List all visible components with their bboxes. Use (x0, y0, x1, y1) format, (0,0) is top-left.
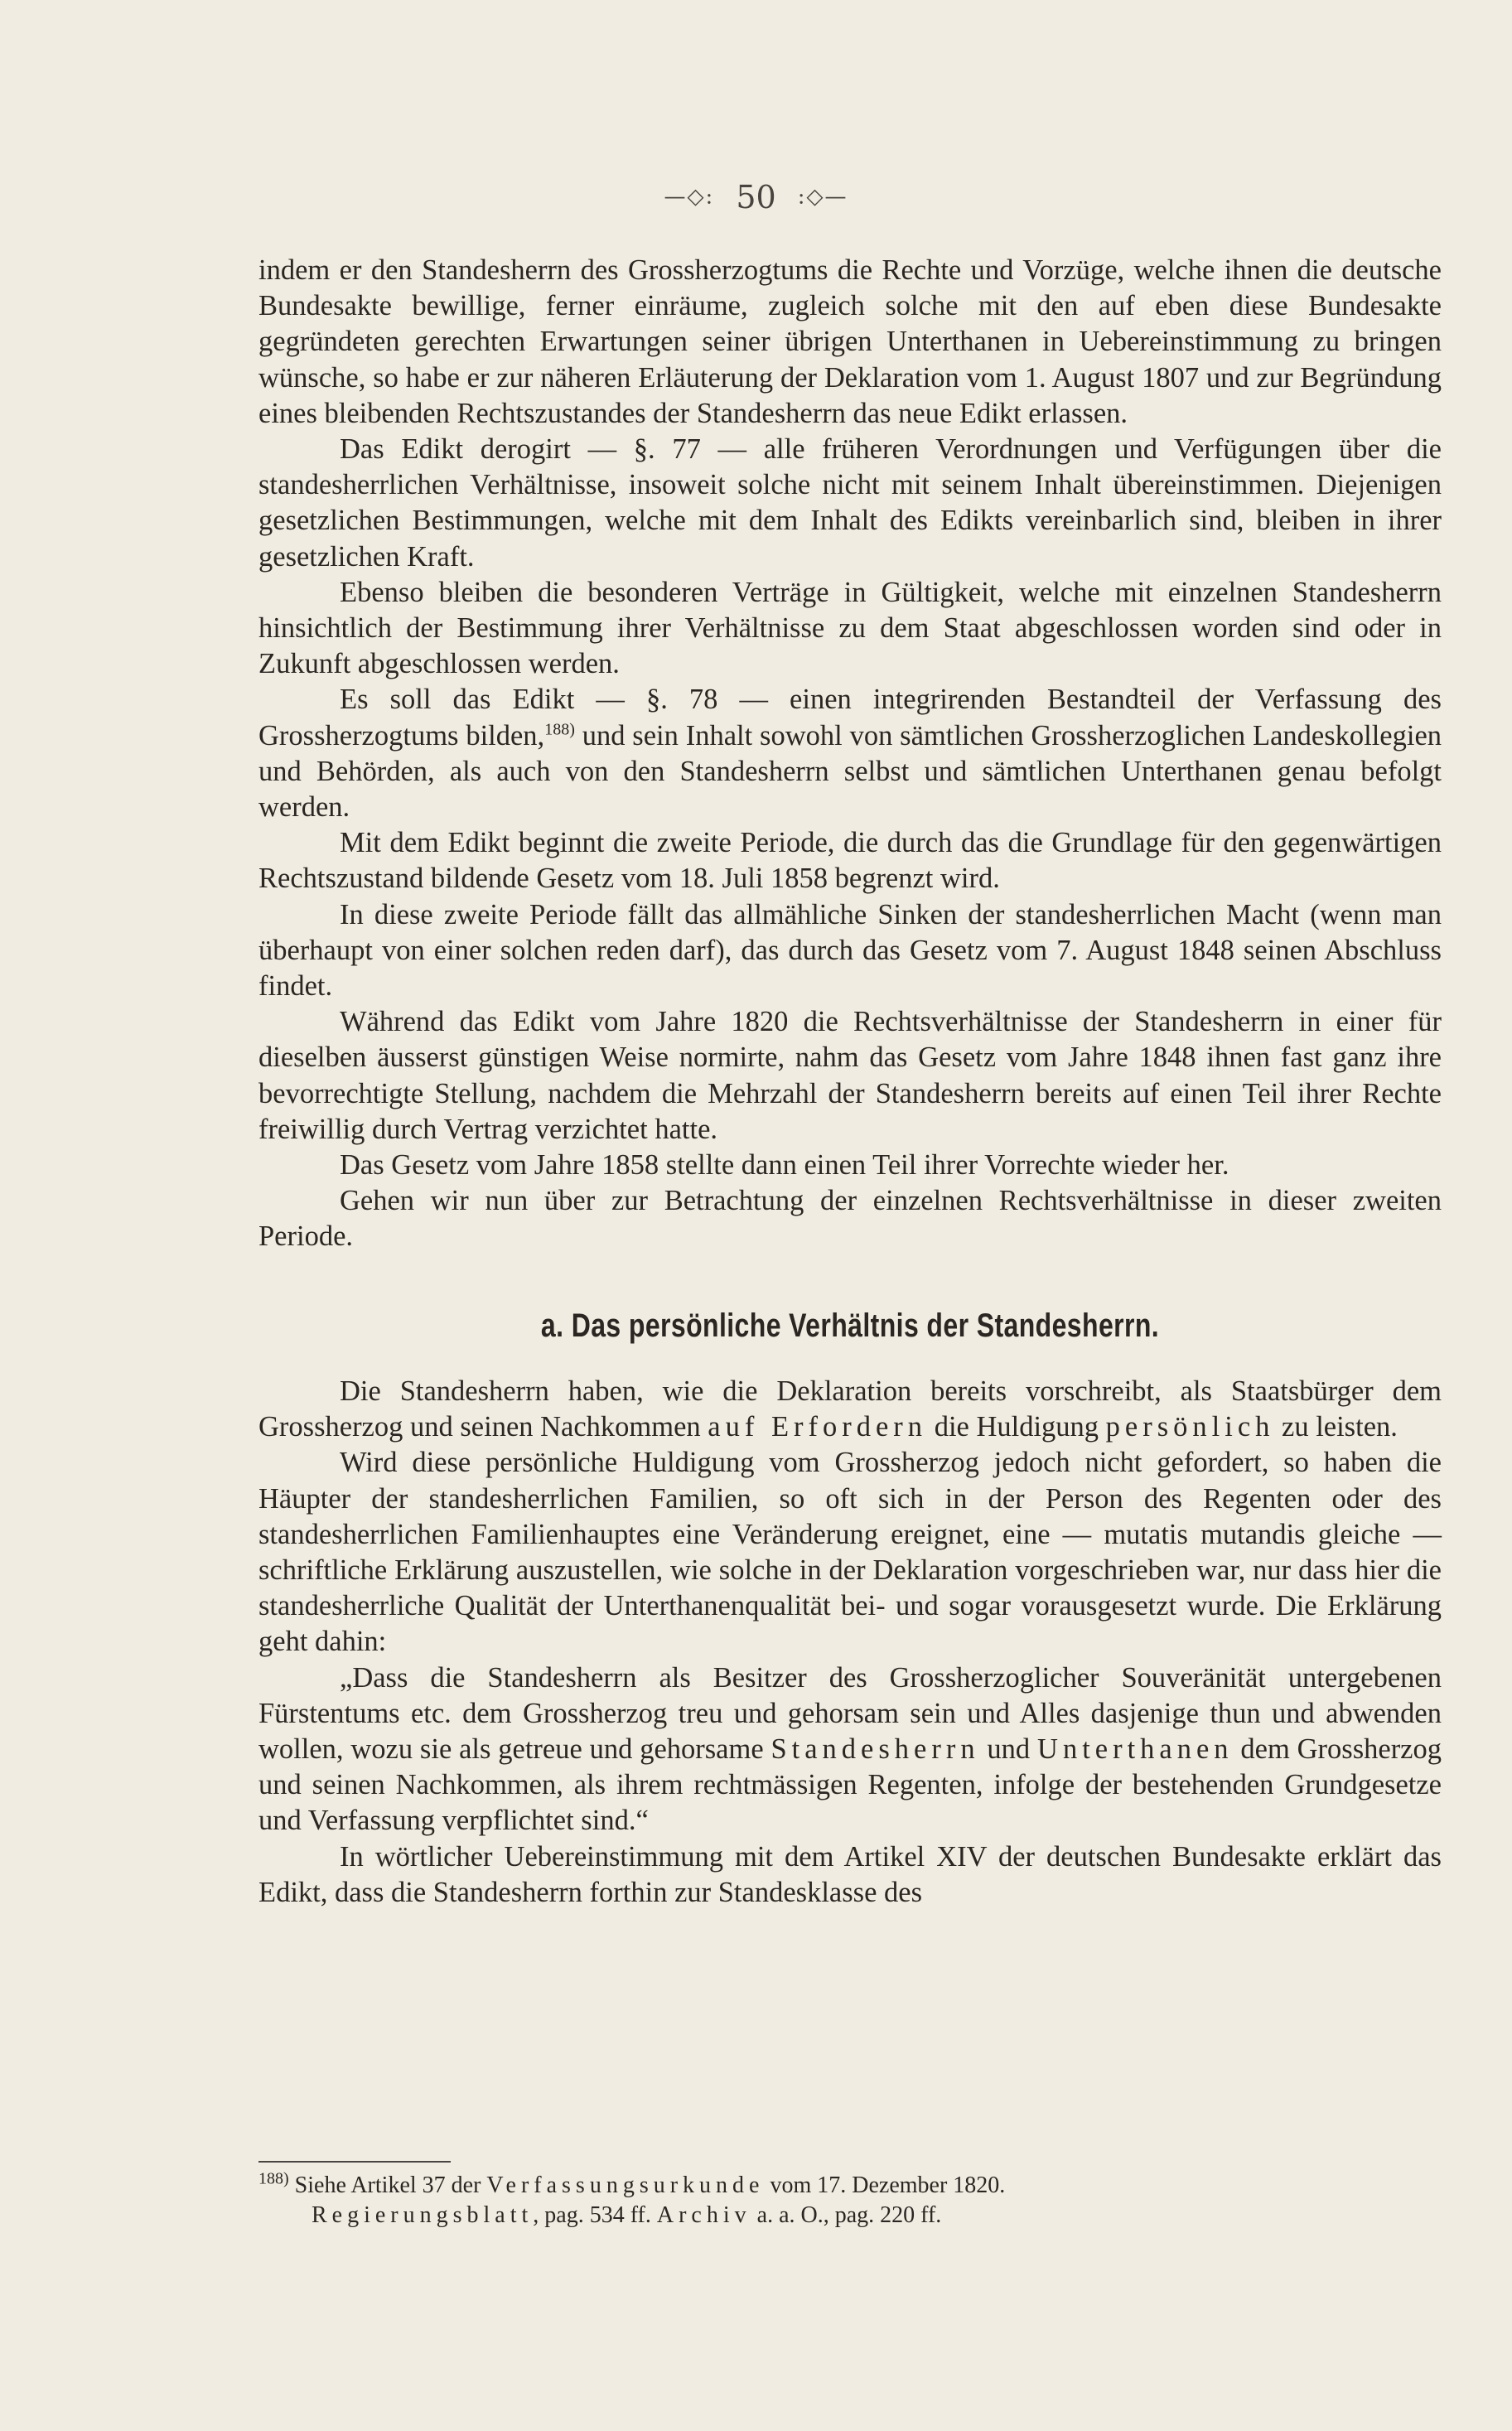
footnote-line-2: Regierungsblatt, pag. 534 ff. Archiv a. a. O., pag. 220 ff. (312, 2202, 942, 2228)
paragraph: Während das Edikt vom Jahre 1820 die Rechtsverhältnisse der Standesherrn in einer für dieselben äusserst günstigen Weise normirte, nahm das Gesetz vom Jahre 1848 ihnen fast ganz ihre bevorrechtigte Stellung, nachdem die Mehrzahl der Standesherrn bereits auf einen Teil ihrer Rechte freiwillig durch Vertrag verzichtet hatte. (258, 1006, 1442, 1145)
section-heading: a. Das persönliche Verhältnis der Standesherrn. (540, 1307, 1160, 1344)
body-text (258, 253, 1442, 1911)
spaced-emphasis: persönlich (1105, 1411, 1275, 1443)
spaced-emphasis: Standesherrn (770, 1733, 980, 1765)
left-ornament: —◇: (664, 184, 715, 210)
paragraph: Das Gesetz vom Jahre 1858 stellte dann einen Teil ihrer Vorrechte wieder her. (340, 1149, 1229, 1182)
right-ornament: :◇— (797, 184, 848, 210)
quote-paragraph: „Dass die Standesherrn als Besitzer des Grossherzoglicher Souveränität untergebenen Fürstentums etc. dem Grossherzog treu und gehorsam sein und Alles dasjenige thun und abwenden wollen, wozu sie als getreue und gehorsame Standesherrn und Unterthanen dem Grossherzog und seinen Nachkommen, als ihrem rechtmässigen Regenten, infolge der bestehenden Grundgesetze und Verfassung verpflichtet sind.“ (258, 1661, 1442, 1837)
paragraph: Das Edikt derogirt — §. 77 — alle früheren Verordnungen und Verfügungen über die standesherrlichen Verhältnisse, insoweit solche nicht mit seinem Inhalt übereinstimmen. Diejenigen gesetzlichen Bestimmungen, welche mit dem Inhalt des Edikts vereinbarlich sind, bleiben in ihrer gesetzlichen Kraft. (258, 433, 1442, 573)
spaced-emphasis: auf Erfordern (708, 1411, 928, 1443)
footnote-divider (258, 2161, 451, 2163)
paragraph: indem er den Standesherrn des Grossherzogtums die Rechte und Vorzüge, welche ihnen die deutsche Bundesakte bewillige, ferner einräume, zugleich solche mit den auf eben diese Bundesakte gegründeten gerechten Erwartungen seiner übrigen Unterthanen in Uebereinstimmung zu bringen wünsche, so habe er zur näheren Erläuterung der Deklaration vom 1. August 1807 und zur Begründung eines bleibenden Rechtszustandes der Standesherrn das neue Edikt erlassen. (258, 254, 1442, 429)
footnote (258, 2171, 1442, 2230)
paragraph: Gehen wir nun über zur Betrachtung der einzelnen Rechtsverhältnisse in dieser zweiten Periode. (258, 1185, 1442, 1253)
footnote-ref: 188) (544, 720, 575, 739)
footnote-marker: 188) (258, 2169, 289, 2188)
paragraph: Mit dem Edikt beginnt die zweite Periode, die durch das die Grundlage für den gegenwärtigen Rechtszustand bildende Gesetz vom 18. Juli 1858 begrenzt wird. (258, 827, 1442, 895)
paragraph: In diese zweite Periode fällt das allmähliche Sinken der standesherrlichen Macht (wenn man überhaupt von einer solchen reden darf), das durch das Gesetz vom 7. August 1848 seinen Abschluss findet. (258, 898, 1442, 1003)
paragraph: Die Standesherrn haben, wie die Deklaration bereits vorschreibt, als Staatsbürger dem Grossherzog und seinen Nachkommen auf Erfordern die Huldigung persönlich zu leisten. (258, 1375, 1442, 1443)
spaced-emphasis: Unterthanen (1037, 1733, 1234, 1765)
paragraph: Es soll das Edikt — §. 78 — einen integrirenden Bestandteil der Verfassung des Grossherzogtums bilden,$^{188)}$ und sein Inhalt sowohl von sämtlichen Grossherzoglichen Landeskollegien und Behörden, als auch von den Standesherrn selbst und sämtlichen Unterthanen genau befolgt werden. (258, 684, 1442, 824)
page-number: 50 (736, 178, 776, 215)
page-header (0, 176, 1512, 215)
paragraph: Wird diese persönliche Huldigung vom Grossherzog jedoch nicht gefordert, so haben die Häupter der standesherrlichen Familien, so oft sich in der Person des Regenten oder des standesherrlichen Familienhauptes eine Veränderung ereignet, eine — mutatis mutandis gleiche — schriftliche Erklärung auszustellen, wie solche in der Deklaration vorgeschrieben war, nur dass hier die standesherrliche Qualität der Unterthanenqualität bei- und sogar vorausgesetzt wurde. Die Erklärung geht dahin: (258, 1447, 1442, 1658)
footnote-line-1: $^{188)}$ Siehe Artikel 37 der Verfassungsurkunde vom 17. Dezember 1820. (258, 2169, 1006, 2198)
paragraph: Ebenso bleiben die besonderen Verträge in Gültigkeit, welche mit einzelnen Standesherrn hinsichtlich der Bestimmung ihrer Verhältnisse zu dem Staat abgeschlossen worden sind oder in Zukunft abgeschlossen werden. (258, 576, 1442, 680)
paragraph: In wörtlicher Uebereinstimmung mit dem Artikel XIV der deutschen Bundesakte erklärt das Edikt, dass die Standesherrn forthin zur Standesklasse des (258, 1840, 1442, 1908)
